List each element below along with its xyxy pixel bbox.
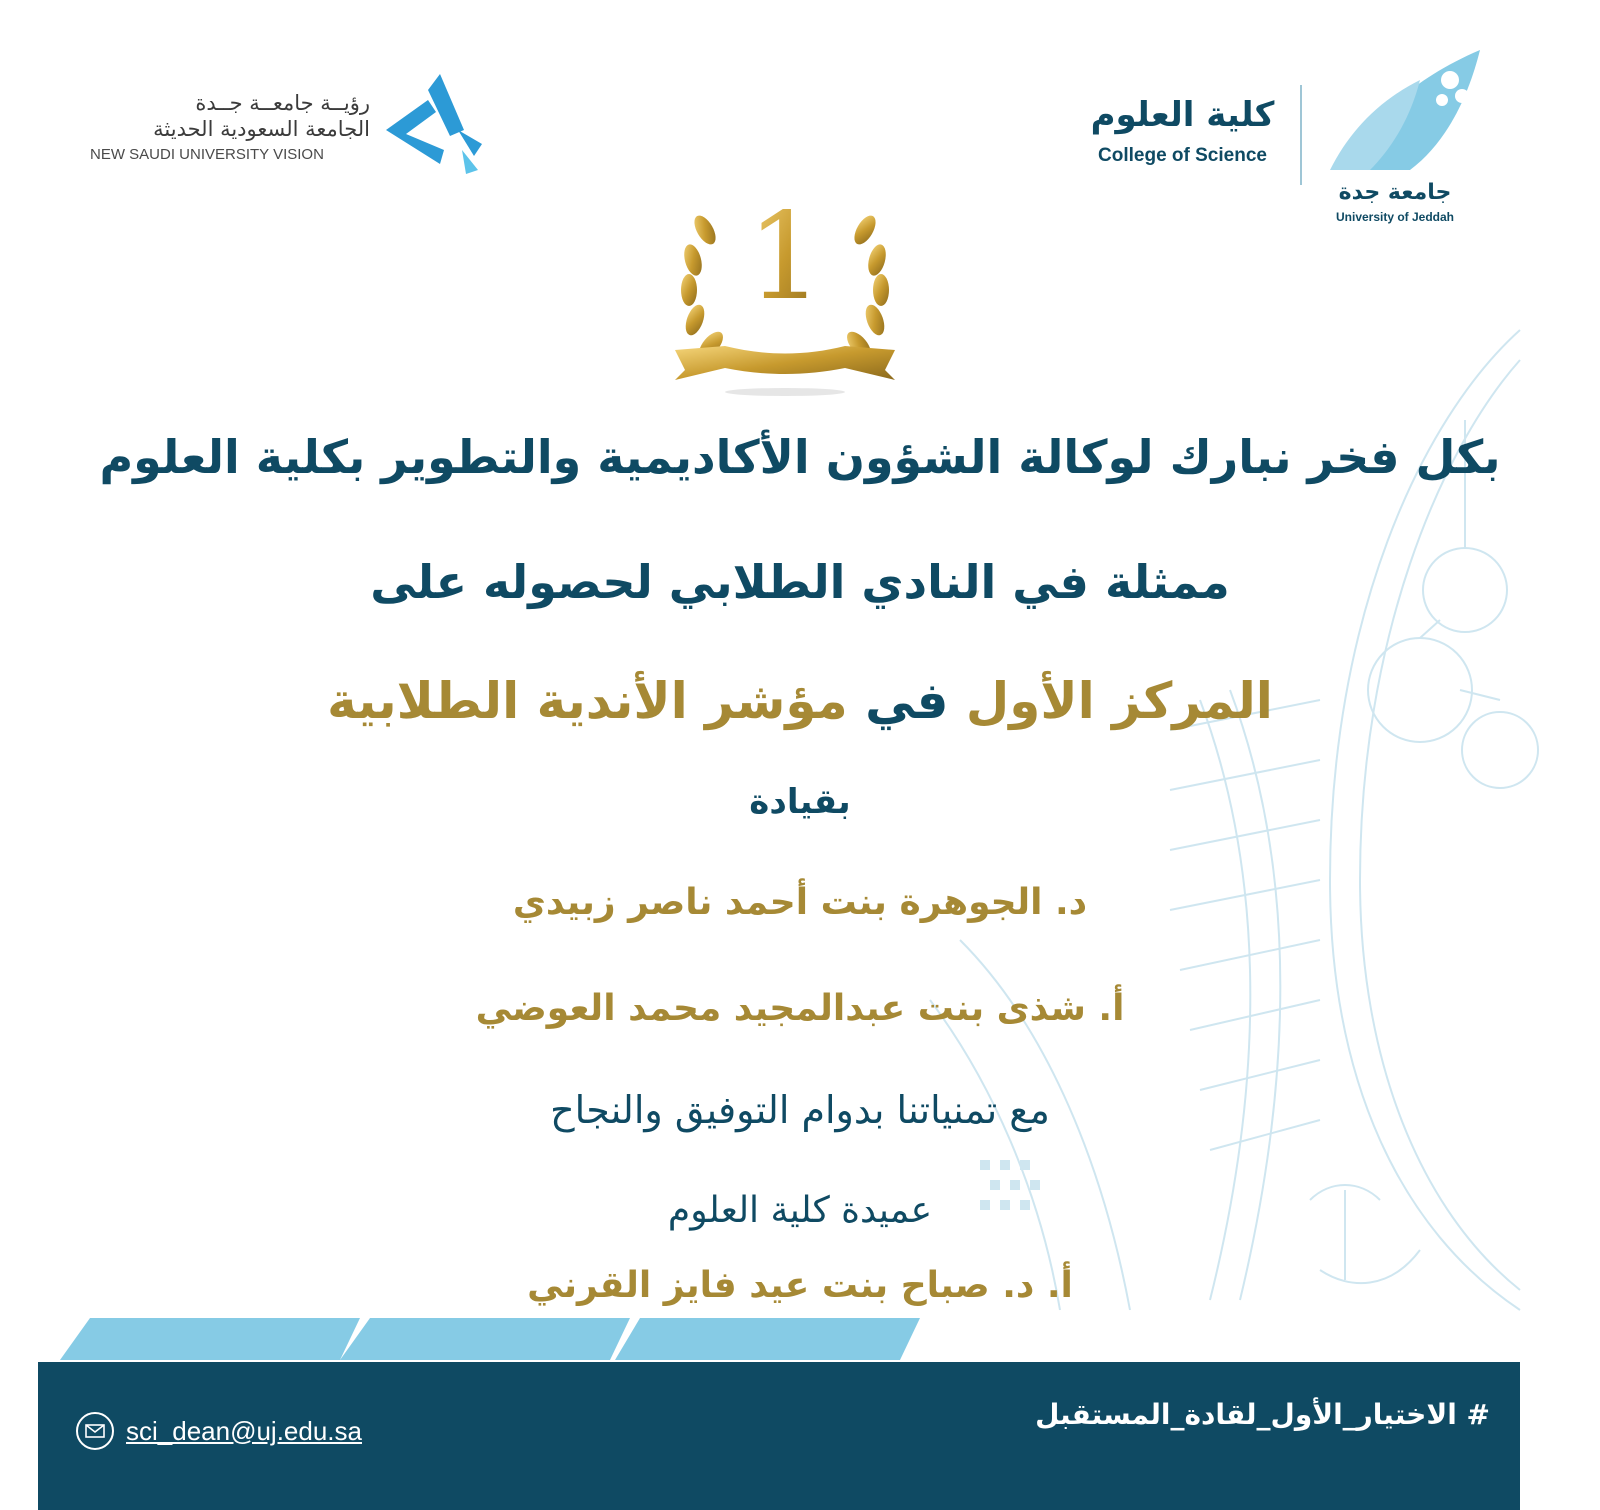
university-emblem-icon bbox=[1310, 40, 1510, 180]
vision-logo bbox=[90, 70, 510, 180]
university-logo bbox=[1080, 40, 1520, 240]
mail-icon bbox=[76, 1412, 114, 1450]
vision-logo-line2: الجامعة السعودية الحديثة bbox=[153, 117, 370, 141]
vision-logo-line1: رؤيــة جامعــة جــدة bbox=[195, 91, 370, 115]
email-link[interactable]: sci_dean@uj.edu.sa bbox=[126, 1415, 362, 1446]
first-place-laurel-icon bbox=[665, 170, 905, 400]
wishes-line: مع تمنياتنا بدوام التوفيق والنجاح bbox=[550, 1088, 1050, 1132]
in-word: في bbox=[865, 672, 949, 730]
university-name-en: University of Jeddah bbox=[1335, 210, 1455, 224]
trophy-number: 1 bbox=[746, 188, 824, 327]
dean-title: عميدة كلية العلوم bbox=[667, 1190, 933, 1231]
club-index-text: مؤشر الأندية الطلابية bbox=[327, 672, 848, 730]
footer-stripes bbox=[0, 1310, 1600, 1370]
vision-logo-text bbox=[90, 90, 370, 163]
vision-logo-line3: NEW SAUDI UNIVERSITY VISION bbox=[90, 146, 324, 163]
congratulation-line: بكل فخر نبارك لوكالة الشؤون الأكاديمية والتطوير بكلية العلوم bbox=[99, 430, 1501, 484]
college-name-en: College of Science bbox=[1098, 145, 1267, 166]
college-name-ar: كلية العلوم bbox=[1090, 95, 1275, 135]
dean-name: أ. د. صباح بنت عيد فايز القرني bbox=[527, 1265, 1073, 1306]
footer-contact bbox=[76, 1412, 362, 1450]
university-name-ar: جامعة جدة bbox=[1338, 180, 1452, 205]
logo-divider bbox=[1300, 85, 1302, 185]
first-place-text: المركز الأول bbox=[965, 672, 1273, 730]
led-by-label: بقيادة bbox=[749, 782, 851, 822]
footer-hashtag: # الاختيار_الأول_لقادة_المستقبل bbox=[1035, 1398, 1490, 1431]
leader-name-2: أ. شذى بنت عبدالمجيد محمد العوضي bbox=[475, 988, 1125, 1029]
leader-name-1: د. الجوهرة بنت أحمد ناصر زبيدي bbox=[512, 882, 1088, 923]
first-place-line bbox=[40, 672, 1560, 730]
university-logo-year: 2014 bbox=[1430, 152, 1451, 162]
vision-mark-icon bbox=[378, 70, 498, 180]
student-club-line: ممثلة في النادي الطلابي لحصوله على bbox=[370, 555, 1230, 609]
footer-bar bbox=[38, 1362, 1520, 1510]
